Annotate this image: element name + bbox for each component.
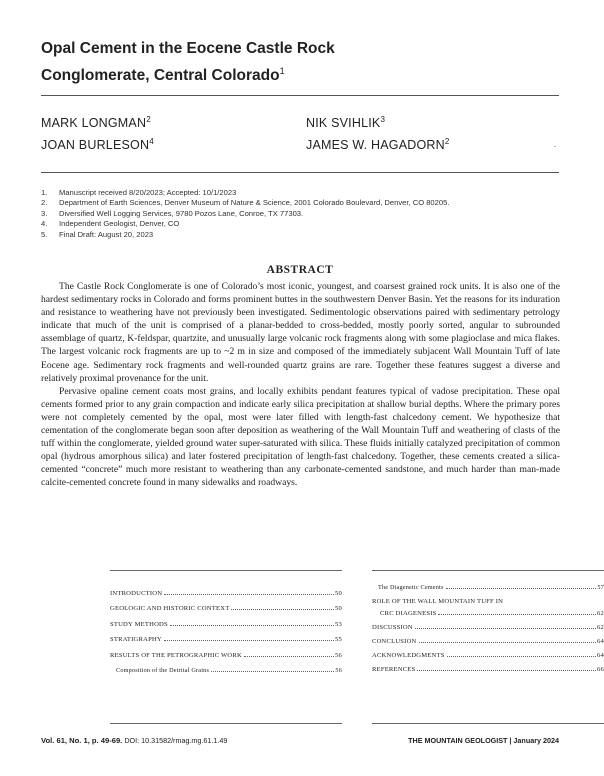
toc-label: Composition of the Detrital Grains (116, 667, 210, 674)
toc-leader (211, 671, 334, 672)
toc-leader (244, 656, 334, 657)
footer-citation (41, 736, 227, 745)
author-affiliation-mark: 2 (146, 115, 151, 124)
toc-leader (231, 609, 334, 610)
toc-leader (438, 614, 596, 615)
footnote-number: 3. (41, 208, 48, 218)
toc-label: CONCLUSION (372, 638, 417, 645)
footnote-text: Manuscript received 8/20/2023; Accepted: 10/1/2023 (59, 188, 237, 197)
toc-entry[interactable] (372, 631, 604, 645)
footnote-text: Independent Geologist, Denver, CO (59, 219, 180, 229)
toc-entry[interactable] (110, 612, 342, 628)
footnote-text: Final Draft: August 20, 2023 (59, 229, 154, 239)
toc-page: 50 (335, 605, 342, 612)
author-name: JAMES W. HAGADORN (306, 138, 445, 153)
toc-entry[interactable] (110, 643, 342, 659)
author-mark-longman (41, 115, 151, 130)
footer-journal: THE MOUNTAIN GEOLOGIST | January 2024 (408, 736, 559, 745)
footnote-text: Diversified Well Logging Services, 9780 Pozos Lane, Conroe, TX 77303. (59, 208, 304, 218)
toc-right-column (372, 570, 604, 724)
footnote (41, 198, 561, 208)
toc-leader (164, 640, 334, 641)
toc-label: CRC DIAGENESIS (380, 610, 437, 617)
toc-page: 64 (597, 652, 604, 659)
toc-page: 62 (597, 610, 604, 617)
article-title (41, 38, 521, 87)
toc-page: 56 (335, 667, 342, 674)
toc-label: GEOLOGIC AND HISTORIC CONTEXT (110, 605, 230, 612)
toc-entry[interactable] (372, 579, 604, 591)
author-james-hagadorn (306, 137, 450, 152)
footnote-number: 2. (41, 198, 48, 208)
toc-entry-heading[interactable] (372, 591, 604, 605)
footnote-number: 4. (41, 219, 48, 229)
abstract-body (41, 280, 560, 490)
toc-label: INTRODUCTION (110, 589, 163, 597)
footnote (41, 230, 561, 240)
toc-entry[interactable] (372, 605, 604, 617)
toc-page: 50 (335, 589, 342, 597)
author-affiliation-mark: 2 (444, 137, 450, 146)
author-name: NIK SVIHLIK (306, 116, 381, 131)
toc-leader (446, 588, 597, 589)
abstract-paragraph-1: The Castle Rock Conglomerate is one of Colorado’s most iconic, youngest, and coarsest grained rock units. It is also one of the hardest sedimentary rocks in Colorado and forms prominent buttes in the southwestern Denver Basin. Yet the reasons for its induration and resistance to weathering have not previously been investigated. Sedimentologic observations paired with sedimentary petrology indicate that much of the unit is comprised of a planar-bedded to cross-bedded, mostly poorly sorted, angular to subrounded assemblage of quartz, K-feldspar, quartzite, and unusually large volcanic rock fragments along with some plagioclase and mica flakes. The largest volcanic rock fragments are up to ~2 m in size and composed of the immediately subjacent Wall Mountain Tuff of late Eocene age. Sedimentary rock fragments and well-rounded quartz grains are rare. Together these features suggest a diverse and relatively proximal provenance for the unit. (41, 281, 560, 384)
author-nik-svihlik (306, 115, 385, 130)
toc-page: 64 (597, 638, 604, 645)
toc-entry[interactable] (372, 659, 604, 673)
author-joan-burleson (41, 137, 154, 152)
footnote (41, 209, 561, 219)
author-affiliation-mark: 3 (380, 115, 386, 124)
title-divider (41, 95, 559, 96)
toc-leader (419, 642, 597, 643)
title-line-2 (41, 60, 521, 87)
toc-entry[interactable] (110, 581, 342, 597)
footnote (41, 188, 561, 198)
toc-label: ACKNOWLEDGMENTS (372, 652, 445, 659)
title-footnote-mark: 1 (279, 66, 285, 76)
stray-mark: . (554, 140, 556, 149)
footnotes (41, 188, 561, 240)
abstract-paragraph-2: Pervasive opaline cement coats most grains, and locally exhibits pendant features typical of vadose precipitation. These opal cements formed prior to any grain compaction and indicate early silica precipitation at shallow burial depths. Where the primary pores were not completely cemented by the opal, most were later filled with length-fast chalcedony cement. We hypothesize that cementation of the conglomerate began soon after deposition as weathering of the Wall Mountain Tuff and weathering of clasts of the tuff within the conglomerate, yielded ground water super-saturated with silica. These fluids initially catalyzed precipitation of common opal (hydrous amorphous silica) and later fostered precipitation of length-fast chalcedony. Together, these cements created a silica-cemented “concrete” much more resistant to weathering than any carbonate-cemented sandstone, and much harder than man-made calcite-cemented concrete found in many sidewalks and roadways. (41, 385, 560, 489)
toc-label: RESULTS OF THE PETROGRAPHIC WORK (110, 651, 242, 659)
footnote-number: 1. (41, 188, 48, 197)
authors-divider (41, 172, 559, 173)
footer-doi[interactable]: DOI: 10.31582/rmag.mg.61.1.49 (124, 736, 228, 745)
toc-entry[interactable] (110, 628, 342, 644)
footnote-number: 5. (41, 229, 48, 239)
toc-leader (417, 670, 596, 671)
toc-page: 56 (335, 651, 342, 659)
toc-label: DISCUSSION (372, 624, 413, 631)
toc-entry[interactable] (110, 659, 342, 675)
toc-label: The Diagenetic Cements (378, 584, 444, 591)
toc-label: ROLE OF THE WALL MOUNTAIN TUFF IN (372, 598, 504, 605)
toc-leader (415, 628, 596, 629)
abstract-heading: ABSTRACT (266, 264, 334, 276)
footnote-text: Department of Earth Sciences, Denver Museum of Nature & Science, 2001 Colorado Boulevard, Denver, CO 80205. (59, 198, 450, 208)
author-affiliation-mark: 4 (149, 137, 154, 146)
title-line-2-text: Conglomerate, Central Colorado (41, 67, 280, 85)
toc-page: 53 (335, 620, 342, 628)
toc-page: 57 (597, 584, 604, 591)
toc-left-column (110, 570, 342, 724)
footnote (41, 219, 561, 229)
toc-entry[interactable] (110, 597, 342, 613)
toc-label: STRATIGRAPHY (110, 636, 162, 643)
toc-label: REFERENCES (372, 666, 416, 673)
title-line-1: Opal Cement in the Eocene Castle Rock (41, 40, 335, 57)
toc-page: 62 (597, 624, 604, 631)
toc-leader (164, 594, 334, 595)
footer-volume: Vol. 61, No. 1, p. 49-69. (41, 736, 123, 745)
toc-entry[interactable] (372, 617, 604, 631)
toc-page: 55 (335, 636, 342, 643)
author-name: MARK LONGMAN (41, 116, 147, 131)
toc-leader (447, 656, 596, 657)
toc-entry[interactable] (372, 645, 604, 659)
toc-page: 66 (597, 666, 604, 673)
toc-leader (170, 625, 334, 626)
author-name: JOAN BURLESON (41, 138, 150, 153)
toc-label: STUDY METHODS (110, 620, 168, 628)
